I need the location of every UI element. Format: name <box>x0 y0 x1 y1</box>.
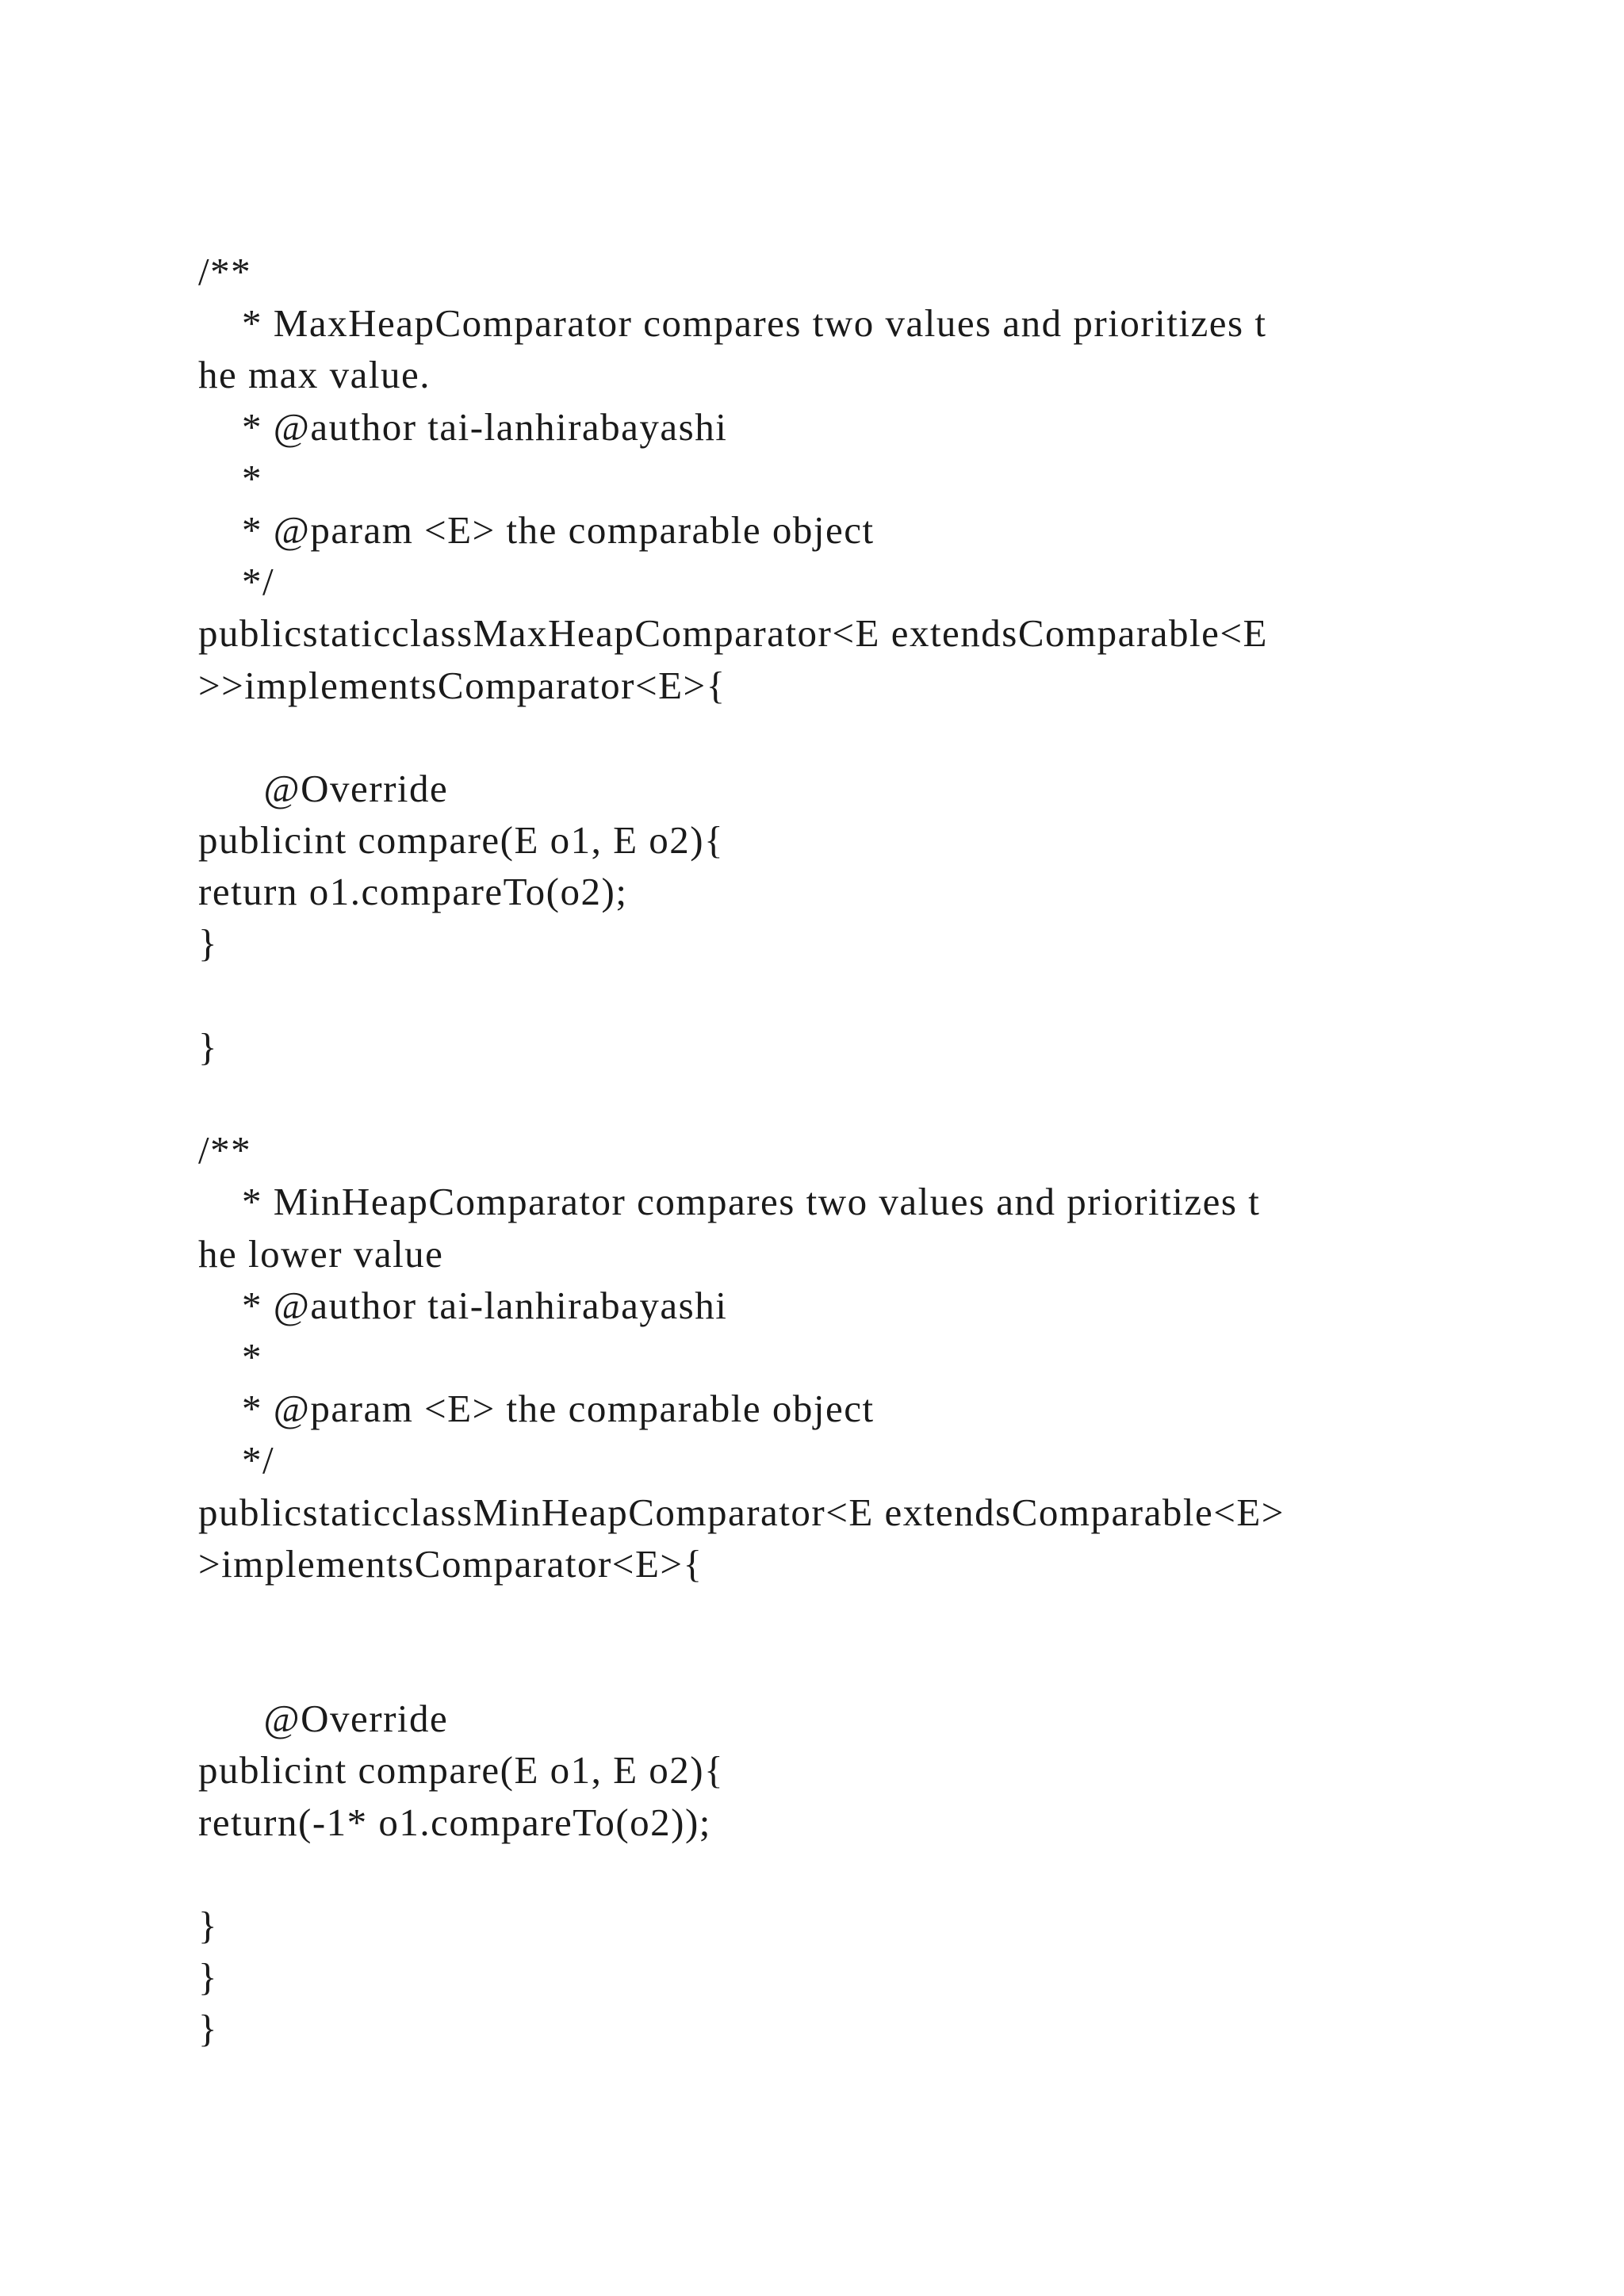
text-line: */ <box>198 1438 275 1483</box>
text-line: publicint compare(E o1, E o2){ <box>198 1748 725 1793</box>
text-line: * @param <E> the comparable object <box>198 1387 875 1431</box>
text-line: publicint compare(E o1, E o2){ <box>198 818 725 863</box>
text-line: @Override <box>198 766 449 810</box>
code-text-block <box>198 246 1483 2055</box>
blank-line <box>198 1641 1483 1693</box>
blank-line <box>198 1590 1483 1641</box>
blank-line <box>198 711 1483 763</box>
text-line: */ <box>198 560 275 604</box>
text-line: /** <box>198 250 252 293</box>
text-line: @Override <box>198 1697 449 1741</box>
blank-line <box>198 1073 1483 1124</box>
blank-line <box>198 970 1483 1021</box>
text-line: * MaxHeapComparator compares two values and prioritizes t <box>198 301 1267 346</box>
text-line: * @param <E> the comparable object <box>198 507 875 552</box>
text-line: return o1.compareTo(o2); <box>198 870 628 914</box>
text-line: * MinHeapComparator compares two values and prioritizes t <box>198 1180 1261 1224</box>
text-line: publicstaticclassMinHeapComparator<E extendsComparable<E> <box>198 1490 1285 1534</box>
text-line: * <box>198 456 262 500</box>
text-line: * @author tai-lanhirabayashi <box>198 1283 728 1327</box>
text-line: publicstaticclassMaxHeapComparator<E extendsComparable<E <box>198 611 1268 656</box>
text-line: } <box>198 1024 219 1069</box>
blank-line <box>198 1848 1483 1900</box>
text-line: * <box>198 1334 262 1379</box>
text-line: he lower value <box>198 1231 444 1276</box>
text-line: } <box>198 2007 219 2051</box>
text-line: >implementsComparator<E>{ <box>198 1541 703 1586</box>
text-line: >>implementsComparator<E>{ <box>198 663 726 707</box>
text-line: /** <box>198 1128 252 1173</box>
text-line: he max value. <box>198 353 431 397</box>
text-line: return(-1* o1.compareTo(o2)); <box>198 1800 711 1844</box>
text-line: } <box>198 1955 219 1999</box>
text-line: * @author tai-lanhirabayashi <box>198 404 728 449</box>
text-line: } <box>198 1904 219 1947</box>
text-line: } <box>198 921 219 966</box>
